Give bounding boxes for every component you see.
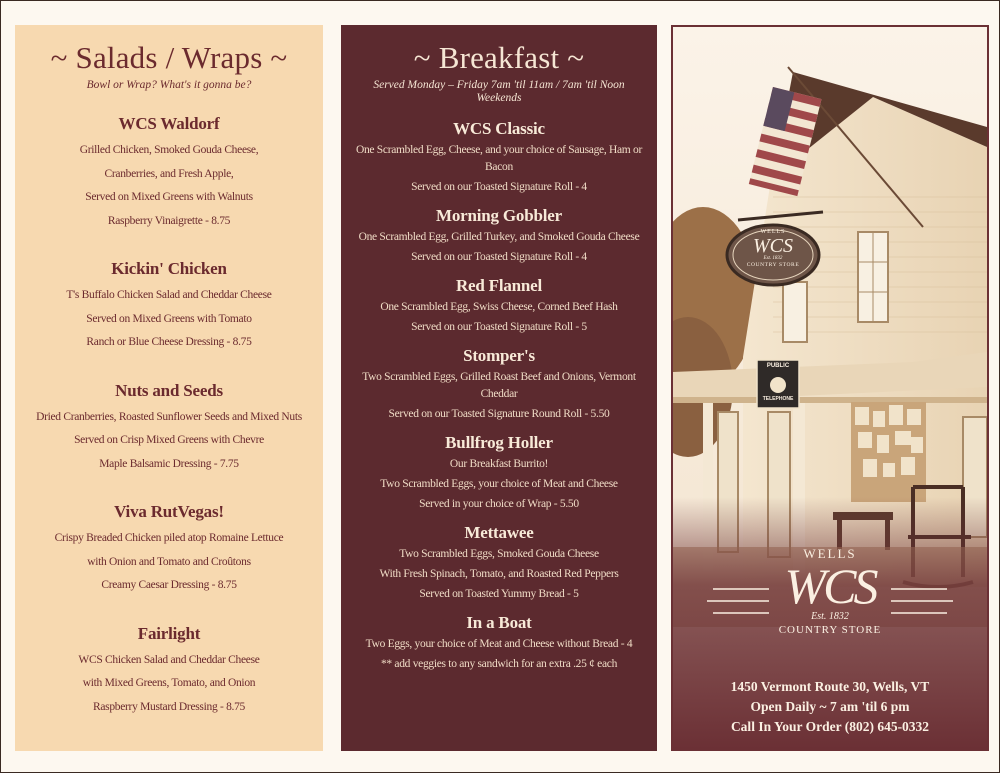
breakfast-item-description: One Scrambled Egg, Swiss Cheese, Corned Beef Hash	[380, 301, 618, 313]
salads-item-description: Creamy Caesar Dressing - 8.75	[101, 579, 237, 591]
breakfast-title: ~ Breakfast ~	[413, 40, 585, 75]
logo-top: WELLS	[803, 546, 857, 561]
salads-item-description: Served on Mixed Greens with Tomato	[86, 312, 252, 325]
salads-item-description: with Mixed Greens, Tomato, and Onion	[82, 677, 256, 689]
store-hours: Open Daily ~ 7 am 'til 6 pm	[750, 699, 910, 714]
salads-item-name: WCS Waldorf	[118, 114, 220, 133]
salads-item-description: Served on Mixed Greens with Walnuts	[85, 191, 253, 203]
salads-item-description: T's Buffalo Chicken Salad and Cheddar Cheese	[66, 289, 272, 301]
breakfast-item	[341, 206, 657, 266]
breakfast-item-name: Morning Gobbler	[436, 206, 562, 225]
salads-item-description: Crispy Breaded Chicken piled atop Romaine Lettuce	[54, 532, 284, 544]
breakfast-item	[341, 433, 657, 513]
store-panel	[671, 25, 989, 751]
salads-item-description: Ranch or Blue Cheese Dressing - 8.75	[86, 336, 252, 348]
breakfast-item-description: Served on our Toasted Signature Roll - 4	[411, 251, 587, 263]
breakfast-item-name: WCS Classic	[453, 119, 545, 138]
breakfast-item-name: Mettawee	[464, 523, 534, 542]
salads-title: ~ Salads / Wraps ~	[50, 40, 288, 75]
salads-item	[15, 114, 323, 233]
salads-item-description: WCS Chicken Salad and Cheddar Cheese	[78, 653, 260, 666]
store-contact	[673, 677, 987, 737]
salads-item-description: Raspberry Vinaigrette - 8.75	[107, 214, 231, 227]
salads-item-description: Dried Cranberries, Roasted Sunflower Seeds and Mixed Nuts	[36, 410, 302, 423]
breakfast-item-description: Our Breakfast Burrito!	[449, 458, 549, 470]
breakfast-subtitle: Served Monday – Friday 7am 'til 11am / 7am 'til Noon Weekends	[373, 79, 625, 104]
breakfast-item-name: Bullfrog Holler	[445, 433, 553, 452]
telephone-sign-bottom: TELEPHONE	[762, 396, 794, 402]
breakfast-item-description: Two Scrambled Eggs, Smoked Gouda Cheese	[399, 548, 599, 560]
salads-item-description: with Onion and Tomato and Croûtons	[87, 555, 251, 568]
salads-item-name: Nuts and Seeds	[115, 380, 223, 400]
salads-item-description: Raspberry Mustard Dressing - 8.75	[92, 700, 246, 713]
breakfast-item-description: Served on our Toasted Signature Roll - 5	[411, 321, 587, 333]
salads-item-description: Served on Crisp Mixed Greens with Chevre	[74, 434, 264, 446]
breakfast-item-description: Two Scrambled Eggs, your choice of Meat and Cheese	[380, 478, 618, 490]
breakfast-list	[341, 119, 657, 673]
store-logo	[765, 547, 895, 637]
salads-panel	[15, 25, 323, 751]
logo-bottom: COUNTRY STORE	[778, 624, 882, 636]
salads-item	[15, 624, 323, 720]
breakfast-item-description: Served on our Toasted Signature Round Roll - 5.50	[388, 408, 610, 420]
salads-item-description: Maple Balsamic Dressing - 7.75	[99, 457, 239, 470]
salads-item	[15, 381, 323, 477]
hanging-sign-mono: WCS	[753, 235, 793, 257]
breakfast-item-name: In a Boat	[466, 613, 532, 632]
breakfast-item-description: One Scrambled Egg, Cheese, and your choice of Sausage, Ham or Bacon	[355, 144, 643, 173]
breakfast-item-description: Two Eggs, your choice of Meat and Cheese without Bread - 4	[365, 638, 633, 650]
store-phone: Call In Your Order (802) 645-0332	[730, 719, 930, 734]
breakfast-item	[341, 276, 657, 336]
store-address: 1450 Vermont Route 30, Wells, VT	[730, 679, 930, 694]
breakfast-item-description: Served on our Toasted Signature Roll - 4	[411, 181, 587, 193]
salads-item-description: Grilled Chicken, Smoked Gouda Cheese,	[79, 144, 259, 156]
breakfast-panel	[341, 25, 657, 751]
salads-list	[15, 114, 323, 719]
breakfast-item-description: Two Scrambled Eggs, Grilled Roast Beef and Onions, Vermont Cheddar	[362, 371, 636, 400]
breakfast-item	[341, 523, 657, 603]
hanging-sign	[733, 229, 813, 269]
breakfast-item	[341, 613, 657, 673]
salads-subtitle: Bowl or Wrap? What's it gonna be?	[86, 79, 252, 91]
hanging-sign-top: WELLS	[760, 229, 786, 235]
breakfast-item	[341, 119, 657, 196]
salads-item	[15, 259, 323, 355]
logo-est: Est. 1832	[811, 611, 849, 622]
salads-item-name: Kickin' Chicken	[111, 259, 227, 278]
breakfast-item-description: ** add veggies to any sandwich for an extra .25 ¢ each	[380, 658, 618, 670]
hanging-sign-bottom: COUNTRY STORE	[746, 262, 800, 268]
logo-mono: WCS	[784, 558, 876, 614]
breakfast-item-description: Served in your choice of Wrap - 5.50	[419, 498, 579, 510]
breakfast-item-name: Stomper's	[463, 346, 535, 365]
telephone-sign	[757, 363, 799, 402]
hanging-sign-est: Est. 1832	[763, 256, 783, 261]
salads-item-name: Fairlight	[137, 623, 201, 643]
breakfast-item-name: Red Flannel	[455, 276, 543, 295]
breakfast-item-description: Served on Toasted Yummy Bread - 5	[419, 588, 579, 600]
salads-item-name: Viva RutVegas!	[114, 502, 224, 521]
breakfast-item-description: With Fresh Spinach, Tomato, and Roasted Red Peppers	[379, 568, 619, 580]
store-photo	[673, 27, 987, 749]
telephone-sign-top: PUBLIC	[766, 363, 790, 369]
breakfast-item-description: One Scrambled Egg, Grilled Turkey, and Smoked Gouda Cheese	[358, 231, 640, 243]
breakfast-item	[341, 346, 657, 423]
salads-item-description: Cranberries, and Fresh Apple,	[104, 167, 234, 180]
salads-item	[15, 502, 323, 598]
